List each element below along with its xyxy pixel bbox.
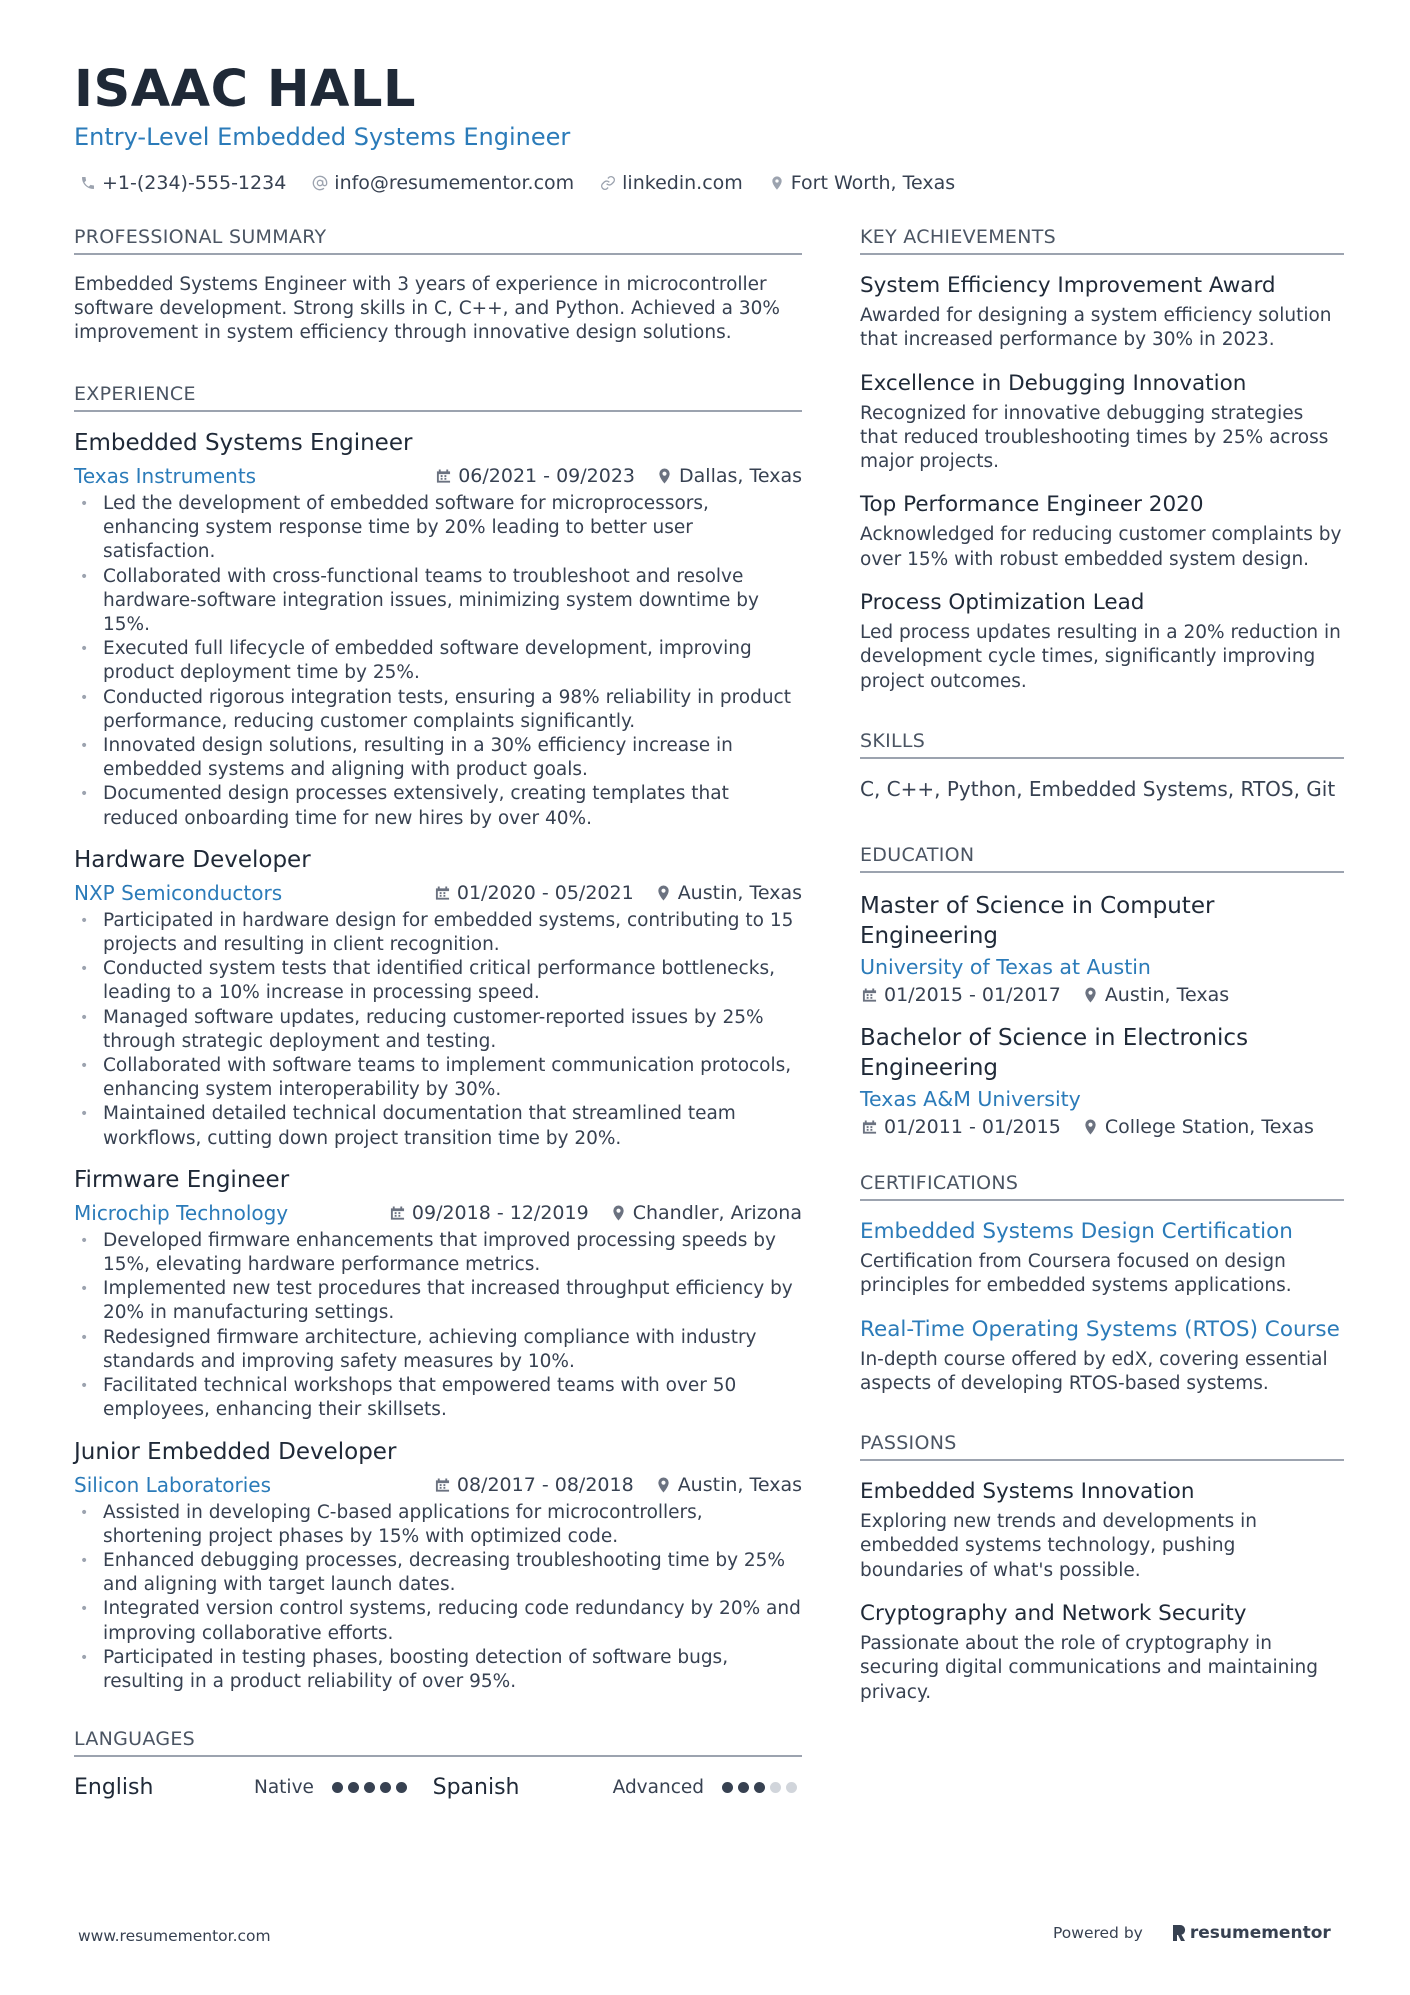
job-location-text: Austin, Texas xyxy=(677,1473,802,1496)
job-meta xyxy=(74,1473,802,1497)
passion-desc: Exploring new trends and developments in embedded systems technology, pushing boundaries of what's possible. xyxy=(860,1511,1257,1581)
job-entry xyxy=(74,1167,802,1423)
education-degree: Master of Science in Computer Engineering xyxy=(860,892,1215,949)
job-bullet: • Implemented new test procedures that increased throughput efficiency by 20% in manufacturing settings. xyxy=(74,1277,802,1325)
rating-dot xyxy=(332,1782,343,1793)
achievement-title: System Efficiency Improvement Award xyxy=(860,273,1276,298)
company-name[interactable]: Microchip Technology xyxy=(74,1200,289,1225)
passion-desc: Passionate about the role of cryptography in securing digital communications and maintaining privacy. xyxy=(860,1633,1318,1703)
education-heading: EDUCATION xyxy=(860,844,1344,873)
job-meta xyxy=(74,1201,802,1225)
candidate-title: Entry-Level Embedded Systems Engineer xyxy=(74,123,571,151)
job-dates-text: 01/2020 - 05/2021 xyxy=(456,881,634,904)
job-bullet: • Participated in hardware design for embedded systems, contributing to 15 projects and resulting in client recognition. xyxy=(74,909,802,957)
rating-dot xyxy=(348,1782,359,1793)
achievement-item xyxy=(860,371,1344,475)
brand-logo[interactable] xyxy=(1171,1923,1331,1943)
job-bullet: • Integrated version control systems, reducing code redundancy by 20% and improving collaborative efforts. xyxy=(74,1597,802,1645)
job-location-text: Austin, Texas xyxy=(677,881,802,904)
rating-dot xyxy=(722,1782,733,1793)
job-meta-right xyxy=(413,1474,802,1496)
job-bullet: • Conducted system tests that identified critical performance bottlenecks, leading to a 10% increase in processing speed. xyxy=(74,957,802,1005)
achievements-heading: KEY ACHIEVEMENTS xyxy=(860,226,1344,255)
contact-location xyxy=(769,172,955,194)
education-degree: Bachelor of Science in Electronics Engineering xyxy=(860,1024,1249,1081)
job-meta-right xyxy=(414,465,802,487)
calendar-icon xyxy=(435,1477,450,1493)
calendar-icon xyxy=(862,1119,877,1135)
achievement-title: Top Performance Engineer 2020 xyxy=(860,492,1204,518)
certification-item xyxy=(860,1317,1344,1397)
job-bullet: • Documented design processes extensively, creating templates that reduced onboarding time for new hires by over 40%. xyxy=(74,782,802,830)
location-pin-icon xyxy=(1083,1119,1098,1135)
languages-heading: LANGUAGES xyxy=(74,1728,802,1757)
contact-linkedin[interactable] xyxy=(600,172,743,194)
languages-list xyxy=(74,1775,802,1800)
contact-phone xyxy=(80,172,286,194)
certifications-list xyxy=(860,1219,1344,1396)
education-meta xyxy=(860,984,1344,1006)
achievement-title: Process Optimization Lead xyxy=(860,590,1145,616)
experience-list xyxy=(74,430,802,1694)
job-location xyxy=(611,1202,802,1224)
calendar-icon xyxy=(862,987,877,1003)
job-dates xyxy=(436,465,635,487)
location-pin-icon xyxy=(656,885,671,901)
passion-title: Embedded Systems Innovation xyxy=(860,1479,1195,1505)
language-item xyxy=(74,1775,433,1800)
education-dates-text: 01/2015 - 01/2017 xyxy=(884,983,1061,1006)
contact-email[interactable] xyxy=(312,172,574,194)
skills-heading: SKILLS xyxy=(860,730,1344,759)
contact-bar xyxy=(80,170,981,196)
language-name: English xyxy=(74,1775,154,1801)
calendar-icon xyxy=(435,885,450,901)
job-bullets xyxy=(74,1501,802,1695)
job-title: Embedded Systems Engineer xyxy=(74,430,413,456)
language-level: Advanced xyxy=(612,1777,704,1799)
job-bullet: • Developed firmware enhancements that improved processing speeds by 15%, elevating hardware performance metrics. xyxy=(74,1229,802,1277)
job-location-text: Dallas, Texas xyxy=(679,465,802,487)
location-pin-icon xyxy=(657,468,672,484)
education-list xyxy=(860,891,1344,1138)
passion-item xyxy=(860,1479,1344,1583)
passion-title: Cryptography and Network Security xyxy=(860,1601,1247,1627)
footer-powered xyxy=(1053,1923,1331,1943)
job-bullet: • Managed software updates, reducing customer-reported issues by 25% through strategic deployment and testing. xyxy=(74,1006,802,1054)
job-bullet: • Assisted in developing C-based applications for microcontrollers, shortening project phases by 15% with optimized code. xyxy=(74,1501,802,1549)
job-bullet: • Enhanced debugging processes, decreasing troubleshooting time by 25% and aligning with target launch dates. xyxy=(74,1549,802,1597)
achievement-desc: Led process updates resulting in a 20% reduction in development cycle times, significantly improving project outcomes. xyxy=(860,622,1341,692)
company-name[interactable]: NXP Semiconductors xyxy=(74,880,283,905)
company-name[interactable]: Texas Instruments xyxy=(74,464,257,488)
job-meta xyxy=(74,464,802,488)
achievement-item xyxy=(860,590,1344,694)
rating-dot xyxy=(364,1782,375,1793)
job-location-text: Chandler, Arizona xyxy=(632,1201,802,1224)
brand-text: resumementor xyxy=(1189,1923,1331,1943)
link-icon xyxy=(600,175,616,191)
certification-desc: Certification from Coursera focused on design principles for embedded systems applications. xyxy=(860,1250,1292,1297)
job-title: Firmware Engineer xyxy=(74,1166,290,1193)
job-meta xyxy=(74,881,802,905)
language-level: Native xyxy=(254,1777,314,1799)
at-icon xyxy=(312,175,328,191)
job-entry xyxy=(74,1439,802,1695)
job-dates-text: 06/2021 - 09/2023 xyxy=(458,465,636,487)
rating-dot xyxy=(786,1782,797,1793)
achievement-desc: Acknowledged for reducing customer complaints by over 15% with robust embedded system design. xyxy=(860,524,1342,570)
job-bullet: • Facilitated technical workshops that empowered teams with over 50 employees, enhancing their skillsets. xyxy=(74,1374,802,1422)
rating-dot xyxy=(380,1782,391,1793)
achievement-title: Excellence in Debugging Innovation xyxy=(860,370,1247,396)
language-item xyxy=(433,1775,802,1800)
location-pin-icon xyxy=(656,1477,671,1493)
education-meta xyxy=(860,1116,1344,1138)
job-title: Junior Embedded Developer xyxy=(74,1438,397,1465)
powered-by-text: Powered by xyxy=(1053,1924,1143,1942)
rating-dot xyxy=(738,1782,749,1793)
job-location xyxy=(657,465,802,487)
job-dates xyxy=(435,1474,634,1496)
rating-dot xyxy=(396,1782,407,1793)
location-pin-icon xyxy=(769,175,785,191)
summary-heading: PROFESSIONAL SUMMARY xyxy=(74,226,802,255)
certification-title[interactable]: Real-Time Operating Systems (RTOS) Course xyxy=(860,1316,1340,1342)
achievement-desc: Awarded for designing a system efficiency solution that increased performance by 30% in 2023. xyxy=(860,305,1332,351)
passions-heading: PASSIONS xyxy=(860,1432,1344,1461)
certifications-heading: CERTIFICATIONS xyxy=(860,1172,1344,1201)
job-bullet: • Led the development of embedded software for microprocessors, enhancing system response time by 20% leading to better user satisfaction. xyxy=(74,492,802,565)
left-column xyxy=(74,226,802,1800)
location-text: Fort Worth, Texas xyxy=(790,172,956,194)
job-meta-right xyxy=(413,882,802,904)
passion-item xyxy=(860,1601,1344,1705)
job-bullet: • Collaborated with software teams to implement communication protocols, enhancing system interoperability by 30%. xyxy=(74,1054,802,1102)
achievement-desc: Recognized for innovative debugging strategies that reduced troubleshooting times by 25% across major projects. xyxy=(860,402,1329,473)
calendar-icon xyxy=(436,468,451,484)
achievement-item xyxy=(860,273,1344,353)
certification-desc: In-depth course offered by edX, covering essential aspects of developing RTOS-based systems. xyxy=(860,1348,1328,1394)
achievements-list xyxy=(860,273,1344,694)
education-school[interactable]: University of Texas at Austin xyxy=(860,954,1151,979)
education-item xyxy=(860,891,1344,1006)
location-pin-icon xyxy=(611,1205,626,1221)
location-pin-icon xyxy=(1083,987,1098,1003)
candidate-name: ISAAC HALL xyxy=(74,60,416,119)
phone-text: +1-(234)-555-1234 xyxy=(102,172,287,194)
job-bullet: • Conducted rigorous integration tests, ensuring a 98% reliability in product performance, reducing customer complaints significantly. xyxy=(74,686,802,734)
job-location xyxy=(656,882,802,904)
education-location xyxy=(1083,984,1229,1006)
education-location xyxy=(1083,1116,1314,1138)
job-location xyxy=(656,1474,802,1496)
job-title: Hardware Developer xyxy=(74,846,311,873)
job-meta-right xyxy=(368,1202,802,1224)
language-rating xyxy=(332,1782,412,1793)
rating-dot xyxy=(754,1782,765,1793)
job-dates-text: 09/2018 - 12/2019 xyxy=(411,1201,589,1224)
job-bullet: • Collaborated with cross-functional teams to troubleshoot and resolve hardware-software integration issues, minimizing system downtime by 15%. xyxy=(74,565,802,638)
job-bullet: • Redesigned firmware architecture, achieving compliance with industry standards and improving safety measures by 10%. xyxy=(74,1326,802,1374)
job-bullets xyxy=(74,909,802,1151)
education-dates xyxy=(862,984,1061,1006)
passions-list xyxy=(860,1479,1344,1705)
language-name: Spanish xyxy=(432,1775,520,1801)
certification-title[interactable]: Embedded Systems Design Certification xyxy=(860,1218,1293,1244)
right-column xyxy=(860,226,1344,1723)
rating-dot xyxy=(770,1782,781,1793)
education-dates xyxy=(862,1116,1061,1138)
footer-website[interactable]: www.resumementor.com xyxy=(78,1927,271,1945)
education-dates-text: 01/2011 - 01/2015 xyxy=(884,1115,1061,1138)
job-dates xyxy=(390,1202,589,1224)
language-rating xyxy=(722,1782,802,1793)
job-bullet: • Innovated design solutions, resulting in a 30% efficiency increase in embedded systems and aligning with product goals. xyxy=(74,734,802,782)
linkedin-text: linkedin.com xyxy=(622,172,743,194)
education-location-text: Austin, Texas xyxy=(1104,983,1230,1006)
job-bullet: • Participated in testing phases, boosting detection of software bugs, resulting in a product reliability of over 95%. xyxy=(74,1646,802,1694)
achievement-item xyxy=(860,492,1344,572)
job-dates-text: 08/2017 - 08/2018 xyxy=(456,1473,634,1496)
job-dates xyxy=(435,882,634,904)
experience-heading: EXPERIENCE xyxy=(74,383,802,412)
education-item xyxy=(860,1023,1344,1138)
job-bullets xyxy=(74,1229,802,1423)
job-bullet: • Maintained detailed technical documentation that streamlined team workflows, cutting down project transition time by 20%. xyxy=(74,1102,802,1150)
job-entry xyxy=(74,847,802,1151)
summary-text: Embedded Systems Engineer with 3 years of experience in microcontroller software development. Strong skills in C, C++, and Python. Achieved a 30% improvement in system efficiency through innovative design solutions. xyxy=(74,274,780,343)
education-school[interactable]: Texas A&M University xyxy=(860,1086,1081,1111)
company-name[interactable]: Silicon Laboratories xyxy=(74,1472,272,1497)
job-bullets xyxy=(74,492,802,831)
job-entry xyxy=(74,430,802,831)
email-text: info@resumementor.com xyxy=(334,172,575,194)
calendar-icon xyxy=(390,1205,405,1221)
phone-icon xyxy=(80,175,96,191)
brand-mark-icon xyxy=(1171,1924,1187,1942)
job-bullet: • Executed full lifecycle of embedded software development, improving product deployment time by 25%. xyxy=(74,637,802,685)
education-location-text: College Station, Texas xyxy=(1104,1115,1314,1138)
certification-item xyxy=(860,1219,1344,1299)
skills-text: C, C++, Python, Embedded Systems, RTOS, Git xyxy=(860,776,1336,801)
